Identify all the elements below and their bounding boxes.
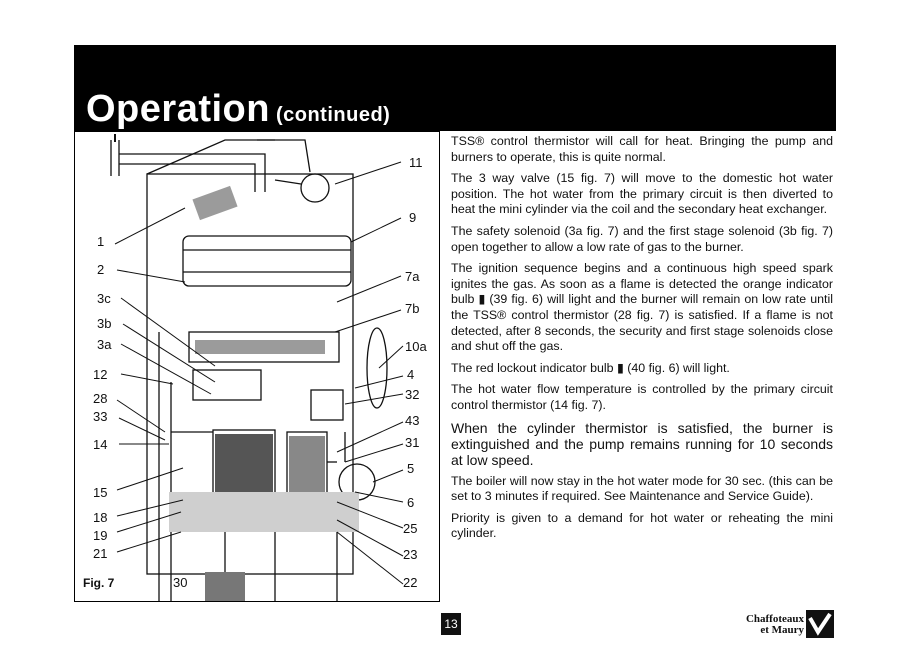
paragraph-8: The boiler will now stay in the hot water mode for 30 sec. (this can be set to 3 minutes if required. See Maintenance and Service Guide). bbox=[451, 473, 833, 504]
paragraph-5: The red lockout indicator bulb ▮ (40 fig. 6) will light. bbox=[451, 360, 730, 375]
paragraph-2: The 3 way valve (15 fig. 7) will move to the domestic hot water position. The hot water from the primary circuit is then diverted to heat the mini cylinder via the coil and the secondary heat exchanger. bbox=[451, 171, 833, 217]
callout-3b: 3b bbox=[97, 316, 112, 331]
callout-25: 25 bbox=[403, 521, 418, 536]
callout-11: 11 bbox=[409, 155, 423, 170]
callout-18: 18 bbox=[93, 510, 108, 525]
body-text bbox=[451, 134, 833, 548]
page-header bbox=[74, 45, 836, 131]
callout-3a: 3a bbox=[97, 337, 112, 352]
callout-10a: 10a bbox=[405, 339, 427, 354]
callout-4: 4 bbox=[407, 367, 415, 382]
figure-label: Fig. 7 bbox=[83, 576, 115, 590]
callout-15: 15 bbox=[93, 485, 108, 500]
callout-32: 32 bbox=[405, 387, 420, 402]
callout-2: 2 bbox=[97, 262, 105, 277]
paragraph-7: When the cylinder thermistor is satisfied, the burner is extinguished and the pump remains running for 10 seconds at low speed. bbox=[451, 419, 833, 468]
callout-31: 31 bbox=[405, 435, 420, 450]
boiler-diagram bbox=[74, 131, 440, 602]
callout-33: 33 bbox=[93, 409, 108, 424]
paragraph-4: The ignition sequence begins and a continuous high speed spark ignites the gas. As soon as a flame is detected the orange indicator bulb ▮ (39 fig. 6) will light and the burner will remain on low rate until the TSS® control thermistor (28 fig. 7) is satisfied. If a flame is not detected, after 8 seconds, the security and first stage solenoids close and shut off the gas. bbox=[451, 261, 833, 354]
callout-43: 43 bbox=[405, 413, 420, 428]
callout-6: 6 bbox=[407, 495, 415, 510]
callout-9: 9 bbox=[409, 210, 417, 225]
callout-23: 23 bbox=[403, 547, 418, 562]
title-subtitle: (continued) bbox=[275, 104, 391, 126]
callout-30: 30 bbox=[173, 575, 188, 590]
boiler-schematic bbox=[75, 132, 440, 602]
callout-7a: 7a bbox=[405, 269, 420, 284]
callout-28: 28 bbox=[93, 391, 108, 406]
callout-1: 1 bbox=[97, 234, 105, 249]
callout-14: 14 bbox=[93, 437, 108, 452]
brand-logo bbox=[736, 610, 834, 642]
page-title bbox=[86, 89, 390, 135]
paragraph-6: The hot water flow temperature is controlled by the primary circuit control thermistor (14 fig. 7). bbox=[451, 382, 833, 412]
brand-name-line1: Chaffoteaux bbox=[745, 613, 804, 625]
callout-12: 12 bbox=[93, 367, 108, 382]
brand-check-icon bbox=[806, 610, 834, 638]
callout-3c: 3c bbox=[97, 291, 111, 306]
callout-19: 19 bbox=[93, 528, 108, 543]
callout-5: 5 bbox=[407, 461, 415, 476]
callout-21: 21 bbox=[93, 546, 108, 561]
page-number: 13 bbox=[441, 613, 461, 635]
callout-7b: 7b bbox=[405, 301, 420, 316]
brand-name-line2: et Maury bbox=[760, 624, 804, 636]
callout-22: 22 bbox=[403, 575, 418, 590]
paragraph-3: The safety solenoid (3a fig. 7) and the first stage solenoid (3b fig. 7) open together to allow a low rate of gas to the burner. bbox=[451, 223, 833, 254]
title-text: Operation bbox=[86, 88, 270, 130]
paragraph-1: TSS® control thermistor will call for heat. Bringing the pump and burners to operate, this is quite normal. bbox=[451, 134, 833, 164]
paragraph-9: Priority is given to a demand for hot water or reheating the mini cylinder. bbox=[451, 510, 833, 541]
